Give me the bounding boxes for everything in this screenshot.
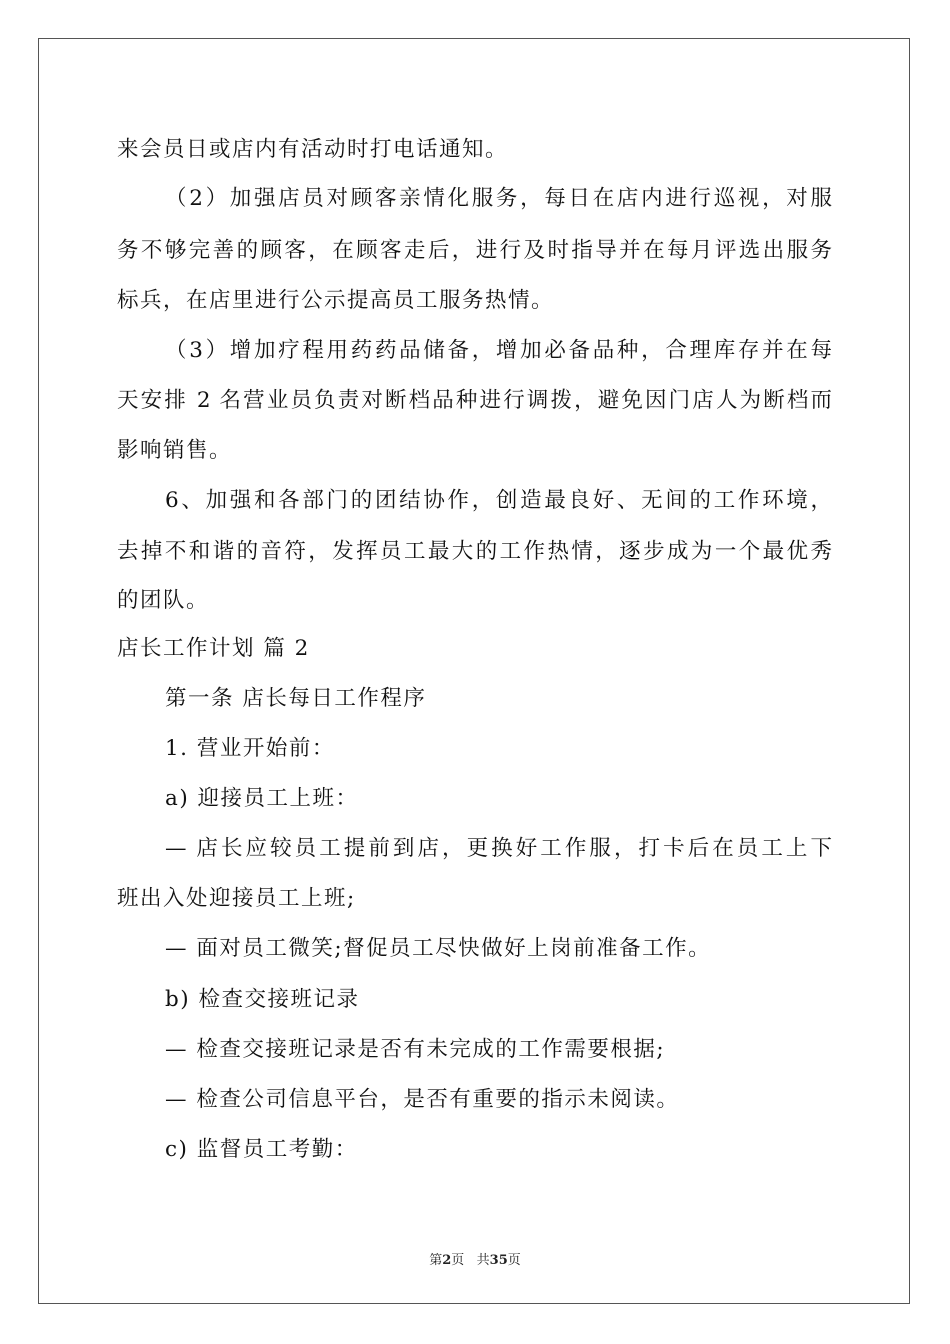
current-page-number: 2 <box>442 1253 452 1268</box>
paragraph-line: 6、加强和各部门的团结协作，创造最良好、无间的工作环境， <box>165 488 832 513</box>
paragraph-line: 的团队。 <box>117 588 210 613</box>
section-heading: 店长工作计划 篇 2 <box>117 636 310 661</box>
paragraph-line: — 店长应较员工提前到店，更换好工作服，打卡后在员工上下 <box>165 836 832 861</box>
page-border <box>38 38 910 1304</box>
paragraph-line: 来会员日或店内有活动时打电话通知。 <box>117 137 509 162</box>
paragraph-line: 天安排 2 名营业员负责对断档品种进行调拨，避免因门店人为断档而 <box>117 388 832 413</box>
paragraph-line: 务不够完善的顾客，在顾客走后，进行及时指导并在每月评选出服务 <box>117 238 832 263</box>
paragraph-line: 班出入处迎接员工上班; <box>117 886 356 911</box>
paragraph-line: 标兵，在店里进行公示提高员工服务热情。 <box>117 288 555 313</box>
paragraph-line: （2）加强店员对顾客亲情化服务，每日在店内进行巡视，对服 <box>165 186 832 211</box>
paragraph-line: — 检查公司信息平台，是否有重要的指示未阅读。 <box>165 1087 680 1112</box>
list-item: c) 监督员工考勤： <box>165 1137 358 1162</box>
footer-mid: 页 共 <box>451 1253 490 1268</box>
page-footer <box>0 1249 950 1268</box>
list-item: b) 检查交接班记录 <box>165 987 360 1012</box>
paragraph-line: — 面对员工微笑;督促员工尽快做好上岗前准备工作。 <box>165 936 712 961</box>
paragraph-line: （3）增加疗程用药药品储备，增加必备品种，合理库存并在每 <box>165 338 832 363</box>
footer-prefix: 第 <box>429 1253 443 1268</box>
list-item: 1. 营业开始前： <box>165 736 335 761</box>
paragraph-line: 影响销售。 <box>117 438 233 463</box>
paragraph-line: 去掉不和谐的音符，发挥员工最大的工作热情，逐步成为一个最优秀 <box>117 539 832 564</box>
total-page-count: 35 <box>489 1253 508 1268</box>
paragraph-line: — 检查交接班记录是否有未完成的工作需要根据; <box>165 1037 666 1062</box>
article-heading: 第一条 店长每日工作程序 <box>165 686 427 711</box>
footer-suffix: 页 <box>507 1253 521 1268</box>
list-item: a) 迎接员工上班： <box>165 786 359 811</box>
